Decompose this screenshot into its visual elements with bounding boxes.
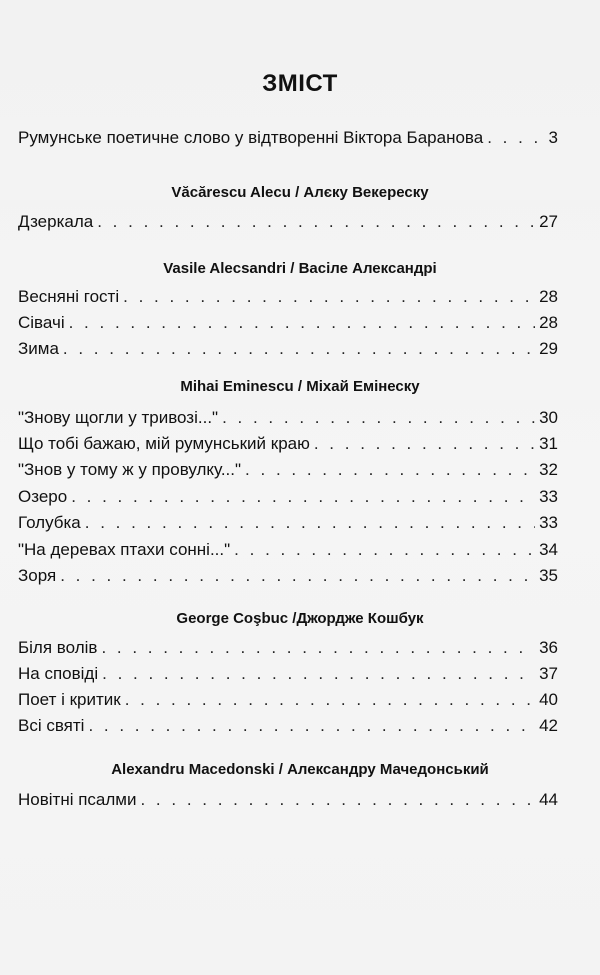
toc-entry-page: 33 (539, 487, 558, 506)
toc-leader-dots (123, 287, 535, 307)
toc-leader-dots (88, 716, 535, 736)
toc-entry (18, 540, 558, 560)
toc-entry-label: "На деревах птахи сонні..." (18, 540, 231, 559)
section-author-heading: Alexandru Macedonski / Александру Мачедонський (111, 761, 489, 778)
toc-entry-label: Зоря (18, 566, 57, 585)
toc-entry (18, 790, 558, 810)
section-author-heading: Văcărescu Aleсu / Алєку Векереску (171, 184, 429, 201)
toc-entry (18, 638, 558, 658)
toc-entry-page: 28 (539, 287, 558, 306)
toc-entry-label: Голубка (18, 513, 81, 532)
toc-entry-label: Новітні псалми (18, 790, 137, 809)
toc-entry-label: Румунське поетичне слово у відтворенні Віктора Баранова (18, 128, 484, 147)
toc-entry-page: 32 (539, 460, 558, 479)
toc-entry (18, 313, 558, 333)
toc-entry-page: 30 (539, 408, 558, 427)
toc-leader-dots (222, 408, 535, 428)
toc-leader-dots (71, 487, 535, 507)
section-author-heading: George Coşbuc /Джордже Кошбук (176, 610, 424, 627)
toc-entry-page: 29 (539, 339, 558, 358)
toc-entry (18, 487, 558, 507)
toc-entry-page: 33 (539, 513, 558, 532)
toc-entry-page: 37 (539, 664, 558, 683)
toc-leader-dots (125, 690, 535, 710)
toc-entry-page: 28 (539, 313, 558, 332)
section-author-heading: Mihai Eminescu / Міхай Емінеску (180, 378, 420, 395)
toc-entry-page: 42 (539, 716, 558, 735)
toc-entry-page: 34 (539, 540, 558, 559)
toc-leader-dots (85, 513, 535, 533)
toc-leader-dots (101, 638, 535, 658)
toc-entry-label: Дзеркала (18, 212, 94, 231)
toc-entry-page: 36 (539, 638, 558, 657)
toc-entry (18, 690, 558, 710)
toc-entry (18, 664, 558, 684)
toc-entry-page: 27 (539, 212, 558, 231)
toc-entry (18, 212, 558, 232)
toc-entry-label: Весняні гості (18, 287, 120, 306)
toc-entry (18, 434, 558, 454)
toc-entry-label: Що тобі бажаю, мій румунський краю (18, 434, 310, 453)
toc-entry-label: "Знову щогли у тривозі..." (18, 408, 219, 427)
toc-entry-label: Зима (18, 339, 59, 358)
toc-entry-label: Поет і критик (18, 690, 121, 709)
toc-leader-dots (245, 460, 535, 480)
toc-entry-page: 44 (539, 790, 558, 809)
toc-leader-dots (69, 313, 535, 333)
toc-entry (18, 513, 558, 533)
toc-entry-page: 31 (539, 434, 558, 453)
toc-entry (18, 716, 558, 736)
toc-leader-dots (97, 212, 535, 232)
toc-entry (18, 339, 558, 359)
toc-entry-intro (18, 128, 558, 148)
toc-entry-page: 40 (539, 690, 558, 709)
toc-entry-page: 35 (539, 566, 558, 585)
toc-entry-page: 3 (548, 128, 558, 147)
toc-leader-dots (60, 566, 535, 586)
toc-entry-label: Біля волів (18, 638, 98, 657)
section-author-heading: Vasile Alecsandri / Васіле Александрі (163, 260, 437, 277)
toc-leader-dots (63, 339, 535, 359)
page-title: ЗМІСТ (262, 70, 338, 97)
toc-entry-label: На сповіді (18, 664, 99, 683)
toc-leader-dots (102, 664, 535, 684)
toc-entry-label: "Знов у тому ж у провулку..." (18, 460, 242, 479)
toc-leader-dots (140, 790, 535, 810)
toc-entry (18, 408, 558, 428)
toc-leader-dots (487, 128, 544, 148)
toc-entry (18, 460, 558, 480)
toc-entry (18, 287, 558, 307)
toc-leader-dots (234, 540, 535, 560)
toc-leader-dots (314, 434, 535, 454)
toc-entry-label: Озеро (18, 487, 68, 506)
toc-entry (18, 566, 558, 586)
toc-entry-label: Всі святі (18, 716, 85, 735)
toc-entry-label: Сівачі (18, 313, 65, 332)
